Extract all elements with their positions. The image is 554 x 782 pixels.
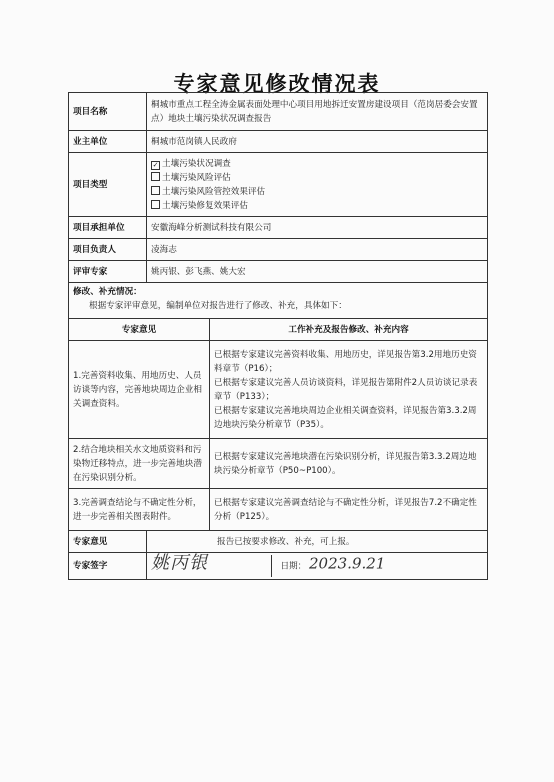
work-item <box>210 439 488 489</box>
undertaker: 安徽海峰分析测试科技有限公司 <box>147 217 488 239</box>
signature-label: 专家签字 <box>69 553 147 580</box>
undertaker-label: 项目承担单位 <box>69 217 147 239</box>
work-line: 已根据专家建议完善资料收集、用地历史，详见报告第3.2用地历史资料章节（P16）； <box>214 349 477 374</box>
type-option <box>151 157 483 171</box>
type-option <box>151 199 483 213</box>
type-option-label: 土壤污染修复效果评估 <box>162 200 248 211</box>
work-item <box>210 489 488 531</box>
owner: 桐城市范岗镇人民政府 <box>147 131 488 153</box>
date-label: 日期： <box>280 561 307 572</box>
supplement-label: 修改、补充情况： <box>73 287 142 297</box>
type-list <box>147 153 488 217</box>
owner-label: 业主单位 <box>69 131 147 153</box>
page-title: 专家意见修改情况表 <box>173 72 381 96</box>
expert-opinion-label: 专家意见 <box>69 531 147 553</box>
handwritten-date: 2023.9.21 <box>309 554 386 573</box>
signature-row <box>147 553 488 580</box>
supplement-section <box>69 283 488 319</box>
experts: 姚丙银、彭飞燕、姚大宏 <box>147 261 488 283</box>
type-option <box>151 185 483 199</box>
opinion-table <box>68 92 488 580</box>
signature-divider <box>271 555 272 577</box>
opinion-item: 3.完善调查结论与不确定性分析，进一步完善相关图表附件。 <box>69 489 210 531</box>
checked-checkbox-icon: ✓ <box>152 160 159 169</box>
work-line: 已根据专家建议完善调查结论与不确定性分析，详见报告7.2不确定性分析（P125）。 <box>214 497 477 522</box>
work-line: 已根据专家建议完善地块周边企业相关调查资料，详见报告第3.3.2周边地块污染分析章节（P35）。 <box>214 405 477 430</box>
empty-checkbox-icon <box>151 200 160 209</box>
opinion-item: 1.完善资料收集、用地历史、人员访谈等内容，完善地块周边企业相关调查资料。 <box>69 341 210 439</box>
empty-checkbox-icon <box>151 172 160 181</box>
type-option-label: 土壤污染风险管控效果评估 <box>162 186 266 197</box>
work-line: 已根据专家建议完善人员访谈资料，详见报告第附件2人员访谈记录表章节（P133）； <box>214 377 478 402</box>
opinion-item: 2.结合地块相关水文地质资料和污染物迁移特点，进一步完善地块潜在污染识别分析。 <box>69 439 210 489</box>
work-item <box>210 341 488 439</box>
work-line: 已根据专家建议完善地块潜在污染识别分析，详见报告第3.3.2周边地块污染分析章节（P50~P100）。 <box>214 451 477 476</box>
type-option-label: 土壤污染风险评估 <box>162 172 231 183</box>
empty-checkbox-icon <box>151 186 160 195</box>
expert-opinion: 报告已按要求修改、补充，可上报。 <box>147 531 488 553</box>
leader-label: 项目负责人 <box>69 239 147 261</box>
type-option-label: 土壤污染状况调查 <box>162 158 231 169</box>
experts-label: 评审专家 <box>69 261 147 283</box>
type-option <box>151 171 483 185</box>
handwritten-signature: 姚丙银 <box>151 552 208 574</box>
type-label: 项目类型 <box>69 153 147 217</box>
project-name-label: 项目名称 <box>69 93 147 131</box>
col-opinion-header: 专家意见 <box>69 319 210 341</box>
leader: 凌海志 <box>147 239 488 261</box>
col-work-header: 工作补充及报告修改、补充内容 <box>210 319 488 341</box>
project-name: 桐城市重点工程全涛金属表面处理中心项目用地拆迁安置房建设项目（范岗居委会安置点）地块土壤污染状况调查报告 <box>147 93 488 131</box>
supplement-text: 根据专家评审意见，编制单位对报告进行了修改、补充，具体如下： <box>89 301 347 311</box>
